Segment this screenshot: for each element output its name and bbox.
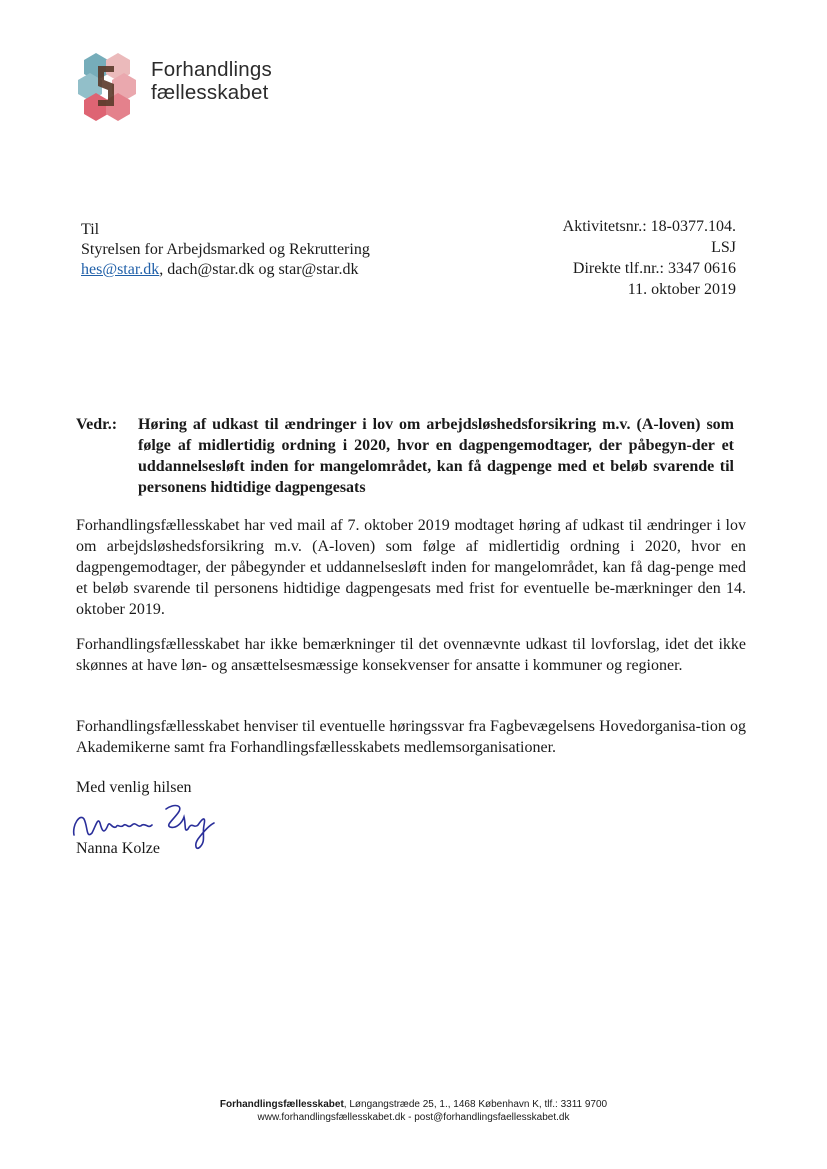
recipient-organization: Styrelsen for Arbejdsmarked og Rekruttering	[81, 241, 370, 258]
footer-web-line: www.forhandlingsfællesskabet.dk - post@forhandlingsfaellesskabet.dk	[257, 1112, 570, 1123]
body-paragraph: Forhandlingsfællesskabet har ved mail af 7. oktober 2019 modtaget høring af udkast til ændringer i lov om arbejdsløshedsforsikring m.v. (A-loven) som følge af midlertidig ordning i 2020, hvor en dagpengemodtager, der påbegynder et uddannelsesløft inden for mangelområdet, kan få dag-penge med et beløb svarende til personens hidtidige dagpengesats med frist for eventuelle be-mærkninger den 14. oktober 2019.	[76, 517, 746, 618]
logo-line-1: Forhandlings	[151, 58, 272, 81]
subject-label: Vedr.:	[76, 416, 118, 433]
organization-logo-text	[151, 58, 272, 104]
recipient-block	[81, 220, 370, 280]
activity-number: Aktivitetsnr.: 18-0377.104.	[562, 218, 736, 235]
letter-date: 11. oktober 2019	[627, 281, 736, 298]
recipient-to: Til	[81, 221, 100, 238]
body-paragraph: Forhandlingsfællesskabet henviser til eventuelle høringssvar fra Fagbevægelsens Hovedorganisa-tion og Akademikerne samt fra Forhandlingsfællesskabets medlemsorganisationer.	[76, 718, 746, 756]
footer-address-line	[0, 1098, 827, 1111]
footer-organization: Forhandlingsfællesskabet	[219, 1099, 344, 1110]
closing-greeting: Med venlig hilsen	[76, 779, 192, 796]
page-footer	[0, 1098, 827, 1124]
body-paragraph: Forhandlingsfællesskabet har ikke bemærkninger til det ovennævnte udkast til lovforslag, idet det ikke skønnes at have løn- og ansættelsesmæssige konsekvenser for ansatte i kommuner og regioner.	[76, 636, 746, 674]
letter-metadata	[563, 216, 736, 300]
recipient-emails	[81, 260, 370, 280]
sender-initials: LSJ	[711, 239, 736, 256]
logo-line-2: fællesskabet	[151, 81, 269, 104]
signer-name: Nanna Kolze	[76, 840, 160, 857]
footer-address: , Løngangstræde 25, 1., 1468 København K, tlf.: 3311 9700	[343, 1099, 608, 1110]
direct-phone: Direkte tlf.nr.: 3347 0616	[572, 260, 736, 277]
recipient-email-link[interactable]: hes@star.dk	[81, 261, 160, 278]
recipient-emails-rest: , dach@star.dk og star@star.dk	[159, 261, 359, 278]
subject-text: Høring af udkast til ændringer i lov om arbejdsløshedsforsikring m.v. (A-loven) som følge af midlertidig ordning i 2020, hvor en dagpengemodtager, der påbegyn-der et uddannelsesløft inden for mangelområdet, kan få dagpenge med et beløb svarende til personens hidtidige dagpengesats	[138, 416, 734, 496]
organization-logo-mark	[76, 50, 138, 128]
